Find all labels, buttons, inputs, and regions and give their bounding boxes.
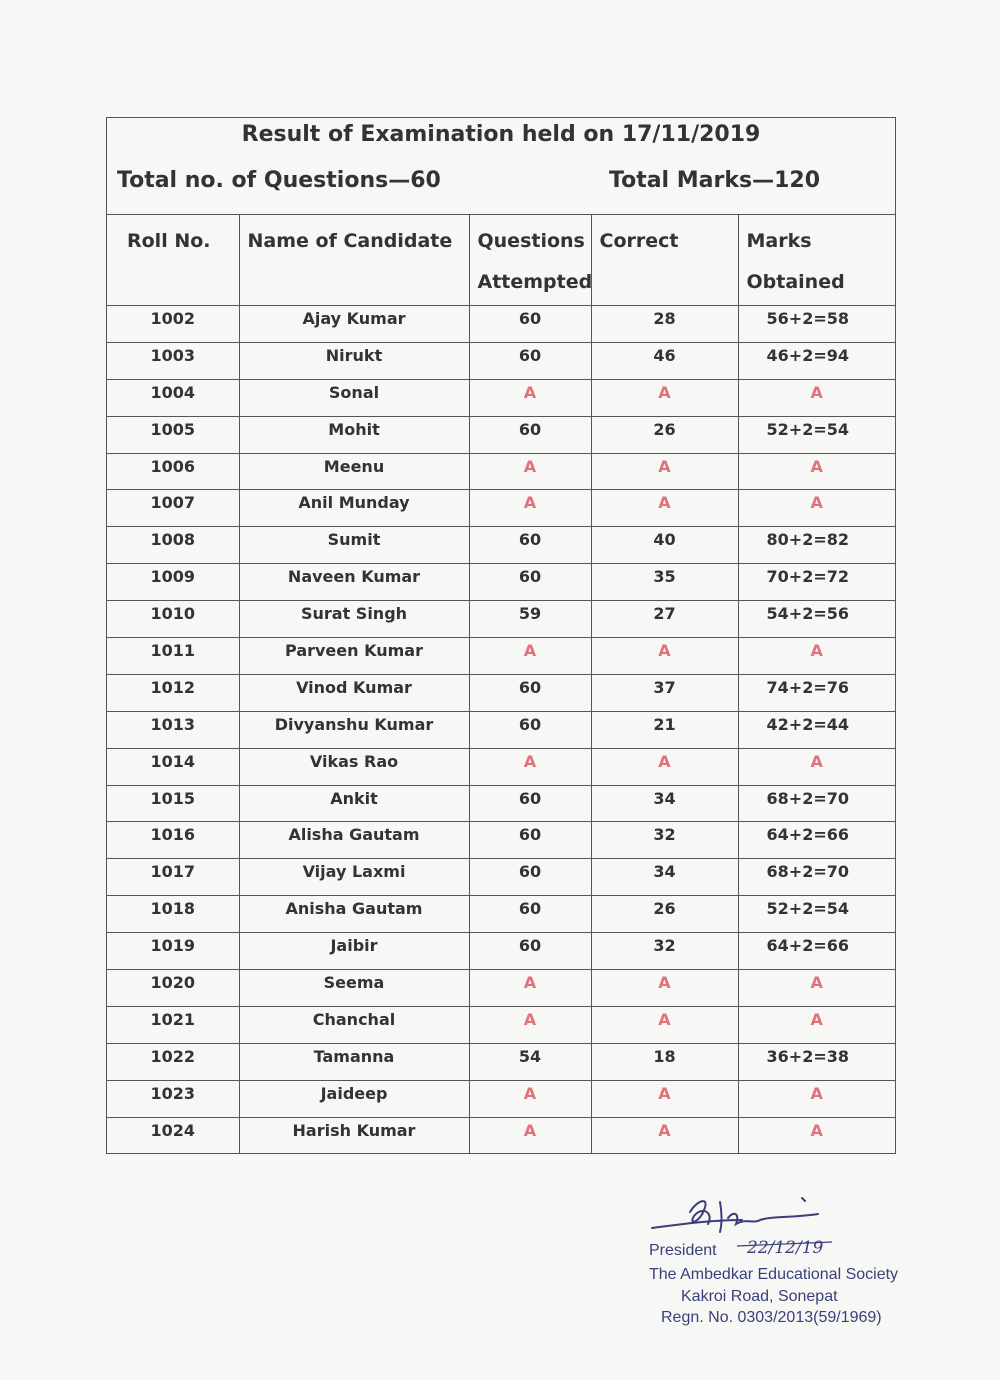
cell-attempted: 59: [469, 601, 591, 638]
cell-name: Alisha Gautam: [239, 822, 469, 859]
cell-roll: 1024: [107, 1117, 239, 1153]
total-marks: Total Marks—120: [609, 168, 820, 193]
cell-name: Parveen Kumar: [239, 638, 469, 675]
cell-roll: 1018: [107, 896, 239, 933]
cell-marks: 52+2=54: [738, 896, 895, 933]
cell-marks: A: [738, 490, 895, 527]
cell-marks: 64+2=66: [738, 822, 895, 859]
cell-name: Vikas Rao: [239, 748, 469, 785]
table-row: [107, 527, 895, 564]
table-row: [107, 1006, 895, 1043]
cell-correct: 34: [591, 859, 738, 896]
cell-correct: 35: [591, 564, 738, 601]
cell-attempted: 60: [469, 527, 591, 564]
signature-title: President: [649, 1242, 717, 1259]
cell-roll: 1005: [107, 416, 239, 453]
cell-marks: 70+2=72: [738, 564, 895, 601]
cell-name: Anisha Gautam: [239, 896, 469, 933]
cell-attempted: A: [469, 453, 591, 490]
cell-name: Seema: [239, 970, 469, 1007]
cell-marks: 54+2=56: [738, 601, 895, 638]
cell-marks: 68+2=70: [738, 859, 895, 896]
cell-roll: 1006: [107, 453, 239, 490]
cell-marks: A: [738, 970, 895, 1007]
results-table: [107, 215, 895, 1153]
col-header-marks: [738, 215, 895, 306]
cell-name: Meenu: [239, 453, 469, 490]
col-header-marks-line1: Marks: [746, 230, 812, 252]
cell-roll: 1004: [107, 379, 239, 416]
cell-correct: A: [591, 453, 738, 490]
cell-roll: 1021: [107, 1006, 239, 1043]
cell-marks: 52+2=54: [738, 416, 895, 453]
cell-roll: 1023: [107, 1080, 239, 1117]
cell-roll: 1016: [107, 822, 239, 859]
table-row: [107, 933, 895, 970]
total-questions: Total no. of Questions—60: [117, 168, 441, 193]
table-row: [107, 822, 895, 859]
cell-roll: 1014: [107, 748, 239, 785]
cell-correct: 32: [591, 822, 738, 859]
cell-name: Jaibir: [239, 933, 469, 970]
cell-attempted: 60: [469, 342, 591, 379]
table-row: [107, 785, 895, 822]
cell-correct: 40: [591, 527, 738, 564]
cell-correct: 21: [591, 711, 738, 748]
cell-name: Vijay Laxmi: [239, 859, 469, 896]
cell-attempted: A: [469, 748, 591, 785]
cell-marks: 46+2=94: [738, 342, 895, 379]
cell-marks: 64+2=66: [738, 933, 895, 970]
cell-name: Sonal: [239, 379, 469, 416]
col-header-roll: Roll No.: [107, 215, 239, 306]
cell-attempted: 60: [469, 674, 591, 711]
cell-name: Divyanshu Kumar: [239, 711, 469, 748]
cell-attempted: A: [469, 638, 591, 675]
col-header-correct: Correct: [591, 215, 738, 306]
cell-marks: A: [738, 379, 895, 416]
table-row: [107, 306, 895, 343]
cell-name: Tamanna: [239, 1043, 469, 1080]
signature-regn: Regn. No. 0303/2013(59/1969): [661, 1309, 882, 1326]
cell-correct: A: [591, 970, 738, 1007]
cell-correct: 37: [591, 674, 738, 711]
cell-attempted: 60: [469, 896, 591, 933]
sheet-header: [107, 118, 895, 215]
cell-correct: 28: [591, 306, 738, 343]
cell-marks: A: [738, 1006, 895, 1043]
cell-correct: 46: [591, 342, 738, 379]
cell-correct: 27: [591, 601, 738, 638]
cell-roll: 1003: [107, 342, 239, 379]
page-title: Result of Examination held on 17/11/2019: [241, 122, 761, 147]
col-header-marks-line2: Obtained: [746, 271, 845, 293]
cell-attempted: 60: [469, 933, 591, 970]
table-header-row: [107, 215, 895, 306]
cell-attempted: 60: [469, 564, 591, 601]
signature-org: The Ambedkar Educational Society: [649, 1266, 899, 1283]
cell-name: Mohit: [239, 416, 469, 453]
cell-attempted: A: [469, 490, 591, 527]
table-row: [107, 490, 895, 527]
table-row: [107, 859, 895, 896]
table-row: [107, 638, 895, 675]
cell-attempted: A: [469, 379, 591, 416]
cell-roll: 1013: [107, 711, 239, 748]
cell-marks: 68+2=70: [738, 785, 895, 822]
signature-date: 22/12/19: [747, 1238, 824, 1258]
cell-correct: 34: [591, 785, 738, 822]
cell-name: Harish Kumar: [239, 1117, 469, 1153]
table-row: [107, 564, 895, 601]
cell-correct: 26: [591, 416, 738, 453]
cell-name: Ankit: [239, 785, 469, 822]
table-row: [107, 1043, 895, 1080]
table-row: [107, 601, 895, 638]
table-row: [107, 453, 895, 490]
cell-marks: 74+2=76: [738, 674, 895, 711]
cell-correct: A: [591, 1006, 738, 1043]
cell-marks: A: [738, 1080, 895, 1117]
table-row: [107, 416, 895, 453]
cell-roll: 1002: [107, 306, 239, 343]
cell-attempted: 60: [469, 306, 591, 343]
table-row: [107, 896, 895, 933]
cell-roll: 1015: [107, 785, 239, 822]
cell-name: Sumit: [239, 527, 469, 564]
cell-correct: A: [591, 748, 738, 785]
cell-attempted: 60: [469, 785, 591, 822]
cell-marks: A: [738, 748, 895, 785]
cell-correct: A: [591, 638, 738, 675]
cell-marks: A: [738, 1117, 895, 1153]
col-header-name: Name of Candidate: [239, 215, 469, 306]
cell-roll: 1007: [107, 490, 239, 527]
cell-attempted: A: [469, 1117, 591, 1153]
cell-attempted: 60: [469, 822, 591, 859]
col-header-attempted: [469, 215, 591, 306]
cell-roll: 1017: [107, 859, 239, 896]
col-header-attempted-line2: Attempted: [477, 271, 593, 293]
table-row: [107, 1117, 895, 1153]
cell-roll: 1009: [107, 564, 239, 601]
cell-attempted: 60: [469, 859, 591, 896]
cell-name: Vinod Kumar: [239, 674, 469, 711]
table-row: [107, 748, 895, 785]
cell-name: Anil Munday: [239, 490, 469, 527]
cell-attempted: A: [469, 970, 591, 1007]
cell-roll: 1012: [107, 674, 239, 711]
table-row: [107, 674, 895, 711]
col-header-attempted-line1: Questions: [477, 230, 585, 252]
table-body: [107, 306, 895, 1154]
table-row: [107, 379, 895, 416]
cell-correct: 32: [591, 933, 738, 970]
cell-marks: A: [738, 638, 895, 675]
cell-name: Ajay Kumar: [239, 306, 469, 343]
cell-correct: A: [591, 1117, 738, 1153]
cell-marks: 36+2=38: [738, 1043, 895, 1080]
cell-attempted: 54: [469, 1043, 591, 1080]
cell-correct: 26: [591, 896, 738, 933]
cell-roll: 1019: [107, 933, 239, 970]
cell-correct: A: [591, 379, 738, 416]
cell-roll: 1008: [107, 527, 239, 564]
cell-name: Jaideep: [239, 1080, 469, 1117]
cell-attempted: A: [469, 1006, 591, 1043]
cell-roll: 1010: [107, 601, 239, 638]
cell-name: Nirukt: [239, 342, 469, 379]
cell-marks: 42+2=44: [738, 711, 895, 748]
cell-roll: 1022: [107, 1043, 239, 1080]
cell-marks: 80+2=82: [738, 527, 895, 564]
table-row: [107, 342, 895, 379]
cell-roll: 1011: [107, 638, 239, 675]
cell-correct: 18: [591, 1043, 738, 1080]
cell-roll: 1020: [107, 970, 239, 1007]
cell-attempted: 60: [469, 416, 591, 453]
table-row: [107, 1080, 895, 1117]
table-row: [107, 970, 895, 1007]
result-sheet: [106, 117, 896, 1154]
cell-marks: 56+2=58: [738, 306, 895, 343]
cell-correct: A: [591, 490, 738, 527]
table-row: [107, 711, 895, 748]
cell-attempted: A: [469, 1080, 591, 1117]
cell-name: Naveen Kumar: [239, 564, 469, 601]
signature-line-title: [649, 1238, 824, 1260]
cell-correct: A: [591, 1080, 738, 1117]
cell-name: Surat Singh: [239, 601, 469, 638]
signature-address: Kakroi Road, Sonepat: [681, 1288, 838, 1305]
cell-marks: A: [738, 453, 895, 490]
cell-name: Chanchal: [239, 1006, 469, 1043]
cell-attempted: 60: [469, 711, 591, 748]
